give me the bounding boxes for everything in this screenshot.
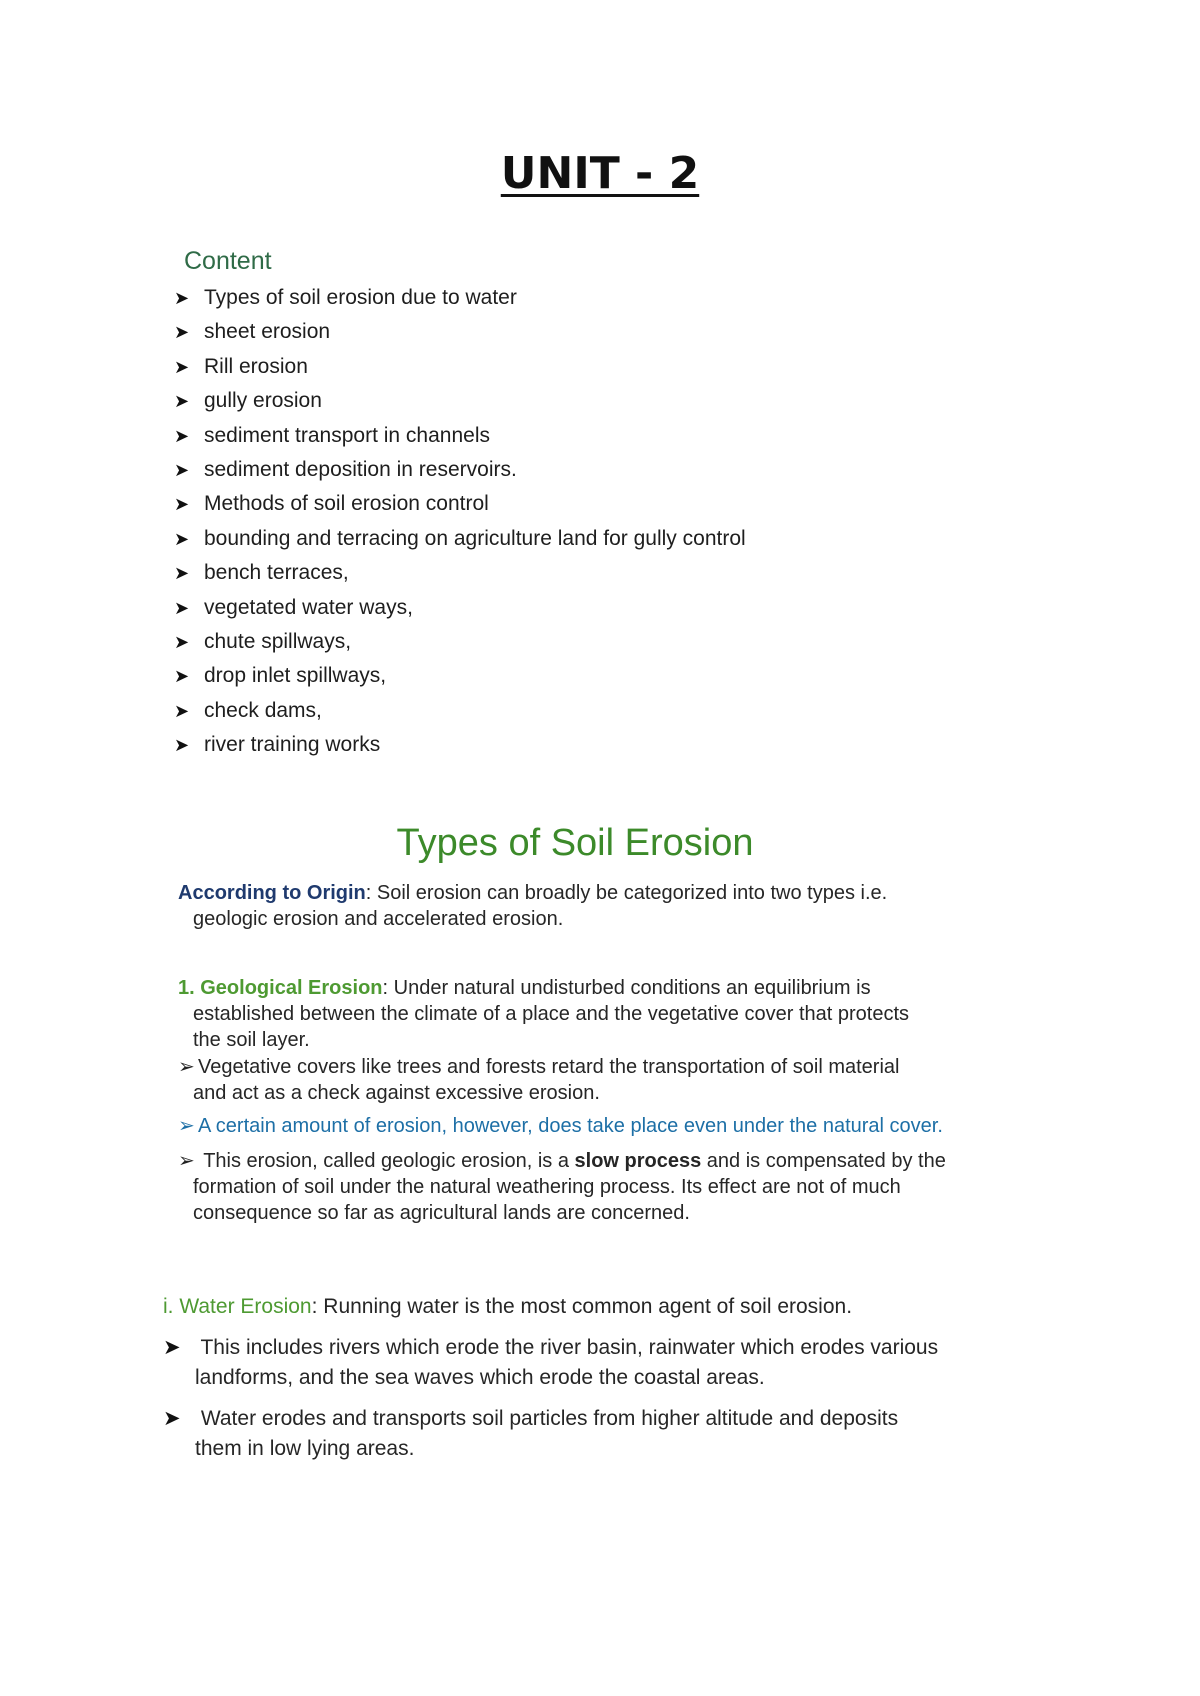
content-list-item: [174, 281, 974, 315]
water-erosion-text: : Running water is the most common agent of soil erosion.: [311, 1295, 853, 1318]
bullet-arrow-icon: ➤: [174, 494, 190, 515]
geological-number: 1.: [178, 977, 195, 999]
content-list: [174, 281, 974, 762]
content-list-item: [174, 625, 974, 659]
bullet-arrow-icon: ➤: [174, 563, 190, 584]
content-list-item-label: Rill erosion: [204, 354, 308, 378]
bullet-text: Vegetative covers like trees and forests retard the transportation of soil material: [198, 1056, 900, 1078]
bullet-arrow-icon: ➤: [163, 1336, 181, 1359]
bullet-text-cont: formation of soil under the natural weathering process. Its effect are not of much: [193, 1176, 901, 1198]
bullet-arrow-icon: ➤: [174, 597, 190, 618]
unit-title: UNIT - 2: [500, 148, 700, 199]
content-list-item-label: gully erosion: [204, 389, 322, 413]
content-list-item: [174, 694, 974, 728]
content-list-item: [174, 419, 974, 453]
water-bullet-2: [163, 1404, 1023, 1464]
geological-erosion-paragraph: [178, 975, 1008, 1053]
content-list-item: [174, 659, 974, 693]
bullet-arrow-icon: ➤: [174, 735, 190, 756]
origin-label: According to Origin: [178, 882, 366, 904]
bullet-arrow-icon: ➤: [174, 666, 190, 687]
content-list-item-label: river training works: [204, 733, 381, 757]
bullet-text-cont: and act as a check against excessive erosion.: [193, 1082, 600, 1104]
content-list-item-label: vegetated water ways,: [204, 595, 413, 619]
geological-bullet-3: [178, 1148, 1008, 1226]
water-erosion-label: i. Water Erosion: [163, 1295, 312, 1318]
content-list-item: [174, 522, 974, 556]
content-list-item: [174, 384, 974, 418]
content-list-item: [174, 556, 974, 590]
bullet-arrow-icon: ➤: [174, 322, 190, 343]
bullet-text-cont: them in low lying areas.: [195, 1437, 415, 1460]
content-list-item-label: drop inlet spillways,: [204, 664, 387, 688]
geological-label: Geological Erosion: [200, 977, 383, 999]
bullet-arrow-icon: ➤: [174, 425, 190, 446]
content-list-item-label: chute spillways,: [204, 629, 352, 653]
content-heading: Content: [184, 247, 272, 275]
bullet-text-cont: landforms, and the sea waves which erode the coastal areas.: [195, 1366, 765, 1389]
content-list-item-label: Types of soil erosion due to water: [204, 286, 517, 309]
origin-paragraph: [178, 880, 1008, 932]
geological-text-cont: established between the climate of a place and the vegetative cover that protects: [193, 1003, 909, 1025]
bullet-arrow-icon: ➤: [174, 700, 190, 721]
origin-text: : Soil erosion can broadly be categorized into two types i.e.: [365, 882, 888, 904]
geological-text-cont-2: the soil layer.: [193, 1029, 310, 1051]
content-list-item: [174, 728, 974, 762]
content-list-item: [174, 487, 974, 521]
geological-text: : Under natural undisturbed conditions an equilibrium is: [382, 977, 871, 999]
content-list-item-label: Methods of soil erosion control: [204, 492, 489, 516]
bullet-arrow-icon: ➤: [174, 459, 190, 480]
bullet-arrow-icon: ➤: [163, 1407, 181, 1430]
bullet-arrow-icon: ➤: [174, 631, 190, 652]
bullet-arrow-icon: ➤: [174, 288, 190, 308]
content-list-item-label: bench terraces,: [204, 561, 349, 585]
bullet-arrow-icon: ➢: [178, 1056, 195, 1078]
types-heading: Types of Soil Erosion: [396, 822, 754, 864]
bullet-arrow-icon: ➤: [174, 391, 190, 412]
bullet-text: Water erodes and transports soil particles from higher altitude and deposits: [195, 1407, 899, 1430]
geological-bullet-1: [178, 1054, 1008, 1106]
content-list-item-label: bounding and terracing on agriculture land for gully control: [204, 526, 746, 550]
bullet-arrow-icon: ➢: [178, 1115, 195, 1137]
water-bullet-1: [163, 1333, 1023, 1393]
content-list-item: [174, 453, 974, 487]
bullet-bold-text: slow process: [574, 1150, 702, 1172]
bullet-text: This includes rivers which erode the river basin, rainwater which erodes various: [195, 1336, 939, 1359]
bullet-arrow-icon: ➤: [174, 528, 190, 549]
content-list-item-label: sediment transport in channels: [204, 423, 490, 447]
bullet-arrow-icon: ➢: [178, 1150, 195, 1172]
content-list-item-label: sediment deposition in reservoirs.: [204, 457, 517, 481]
content-list-item-label: check dams,: [204, 698, 322, 722]
bullet-text-post: and is compensated by the: [701, 1150, 946, 1172]
bullet-text: This erosion, called geologic erosion, is a: [198, 1150, 575, 1172]
water-erosion-paragraph: [163, 1292, 1023, 1322]
origin-text-cont: geologic erosion and accelerated erosion.: [193, 908, 564, 930]
content-list-item-label: sheet erosion: [204, 320, 331, 344]
bullet-arrow-icon: ➤: [174, 356, 190, 377]
content-list-item: [174, 591, 974, 625]
bullet-text: A certain amount of erosion, however, does take place even under the natural cover.: [198, 1115, 943, 1137]
content-list-item: [174, 315, 974, 349]
content-list-item: [174, 350, 974, 384]
bullet-text-cont-2: consequence so far as agricultural lands are concerned.: [193, 1202, 690, 1224]
geological-bullet-2-highlight: [178, 1113, 1008, 1139]
